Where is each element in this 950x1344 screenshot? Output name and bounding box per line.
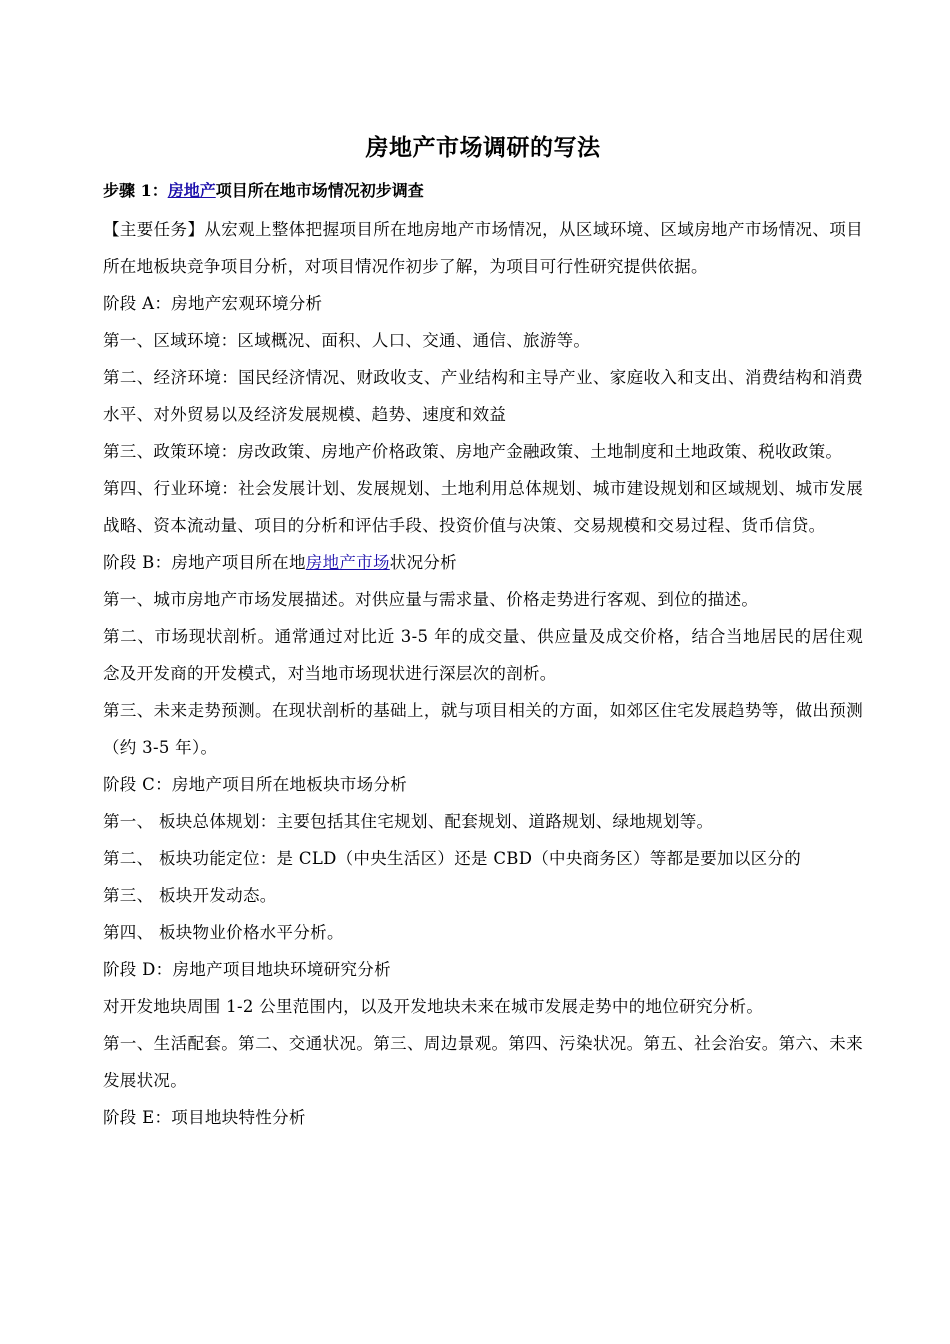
real-estate-link[interactable]: 房地产 xyxy=(167,181,216,200)
stage-a-item-3: 第三、政策环境：房改政策、房地产价格政策、房地产金融政策、土地制度和土地政策、税收政策。 xyxy=(103,442,843,461)
stage-c-item-3: 第三、 板块开发动态。 xyxy=(103,886,277,905)
stage-a-item-4: 第四、行业环境：社会发展计划、发展规划、土地利用总体规划、城市建设规划和区域规划、城市发展战略、资本流动量、项目的分析和评估手段、投资价值与决策、交易规模和交易过程、货币信贷。 xyxy=(103,479,863,535)
real-estate-market-link[interactable]: 房地产市场 xyxy=(305,553,390,572)
main-task-label: 【主要任务】 xyxy=(103,220,205,239)
stage-c-item-1: 第一、 板块总体规划：主要包括其住宅规划、配套规划、道路规划、绿地规划等。 xyxy=(103,812,714,831)
stage-b-heading-suffix: 状况分析 xyxy=(389,553,457,572)
stage-b-heading-prefix: 阶段 B：房地产项目所在地 xyxy=(103,553,306,572)
step-1-heading xyxy=(103,177,863,205)
stage-b-item-3: 第三、未来走势预测。在现状剖析的基础上，就与项目相关的方面，如郊区住宅发展趋势等，做出预测（约 3-5 年）。 xyxy=(103,701,863,757)
step-1-suffix: 项目所在地市场情况初步调查 xyxy=(215,181,424,200)
step-1-prefix: 步骤 1： xyxy=(103,181,168,200)
stage-b-item-1: 第一、城市房地产市场发展描述。对供应量与需求量、价格走势进行客观、到位的描述。 xyxy=(103,590,759,609)
stage-d-heading: 阶段 D：房地产项目地块环境研究分析 xyxy=(103,960,391,979)
stage-e-heading: 阶段 E：项目地块特性分析 xyxy=(103,1108,306,1127)
document-page xyxy=(103,128,863,1136)
stage-d-item-2: 第一、生活配套。第二、交通状况。第三、周边景观。第四、污染状况。第五、社会治安。第六、未来发展状况。 xyxy=(103,1034,863,1090)
stage-c-item-4: 第四、 板块物业价格水平分析。 xyxy=(103,923,344,942)
stage-a-item-1: 第一、区域环境：区域概况、面积、人口、交通、通信、旅游等。 xyxy=(103,331,591,350)
stage-c-item-2: 第二、 板块功能定位：是 CLD（中央生活区）还是 CBD（中央商务区）等都是要加以区分的 xyxy=(103,849,802,868)
stage-a-item-2: 第二、经济环境：国民经济情况、财政收支、产业结构和主导产业、家庭收入和支出、消费结构和消费水平、对外贸易以及经济发展规模、趋势、速度和效益 xyxy=(103,368,863,424)
stage-a-heading: 阶段 A：房地产宏观环境分析 xyxy=(103,294,323,313)
stage-b-heading xyxy=(103,544,863,581)
main-task-paragraph xyxy=(103,211,863,285)
document-title: 房地产市场调研的写法 xyxy=(365,134,601,161)
stage-b-item-2: 第二、市场现状剖析。通常通过对比近 3-5 年的成交量、供应量及成交价格，结合当地居民的居住观念及开发商的开发模式，对当地市场现状进行深层次的剖析。 xyxy=(103,627,863,683)
stage-d-item-1: 对开发地块周围 1-2 公里范围内，以及开发地块未来在城市发展走势中的地位研究分析。 xyxy=(103,997,764,1016)
main-task-text: 从宏观上整体把握项目所在地房地产市场情况，从区域环境、区域房地产市场情况、项目所在地板块竞争项目分析，对项目情况作初步了解，为项目可行性研究提供依据。 xyxy=(103,220,863,276)
stage-c-heading: 阶段 C：房地产项目所在地板块市场分析 xyxy=(103,775,408,794)
